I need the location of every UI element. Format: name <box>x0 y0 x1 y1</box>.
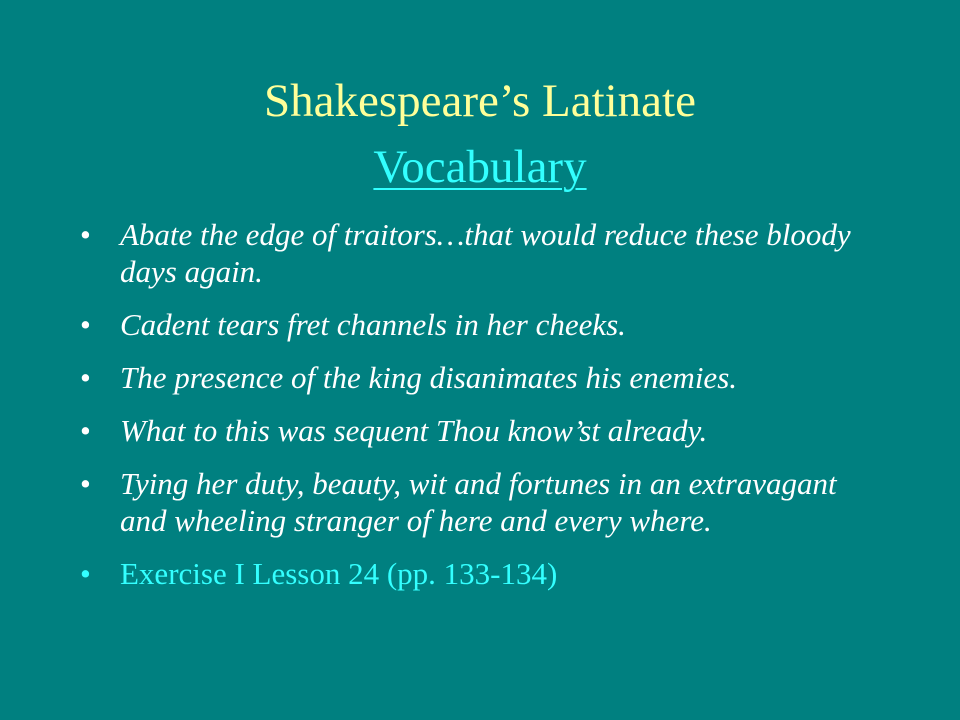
slide-title-text: Shakespeare’s Latinate <box>264 75 696 127</box>
bullet-text: What to this was sequent Thou know’st already. <box>120 413 708 448</box>
bullet-text: The presence of the king disanimates his enemies. <box>120 360 738 395</box>
bullet-item <box>78 216 878 290</box>
bullet-text: Cadent tears fret channels in her cheeks. <box>120 307 626 342</box>
bullet-dot: • <box>80 466 91 501</box>
exercise-bullet <box>78 555 878 592</box>
bullet-dot: • <box>80 360 91 395</box>
slide-title <box>0 68 960 200</box>
bullet-list <box>78 216 878 592</box>
bullet-dot: • <box>80 217 91 252</box>
bullet-item <box>78 306 878 343</box>
bullet-text: Abate the edge of traitors…that would reduce these bloody days again. <box>120 217 851 289</box>
bullet-text: Tying her duty, beauty, wit and fortunes in an extravagant and wheeling stranger of here and every where. <box>120 466 837 538</box>
bullet-item <box>78 412 878 449</box>
bullet-item <box>78 359 878 396</box>
bullet-item <box>78 465 878 539</box>
vocabulary-link[interactable]: Vocabulary <box>373 141 587 193</box>
bullet-dot: • <box>80 413 91 448</box>
exercise-text: Exercise I Lesson 24 (pp. 133-134) <box>120 556 558 591</box>
bullet-dot: • <box>80 307 91 342</box>
bullet-dot: • <box>80 556 91 591</box>
